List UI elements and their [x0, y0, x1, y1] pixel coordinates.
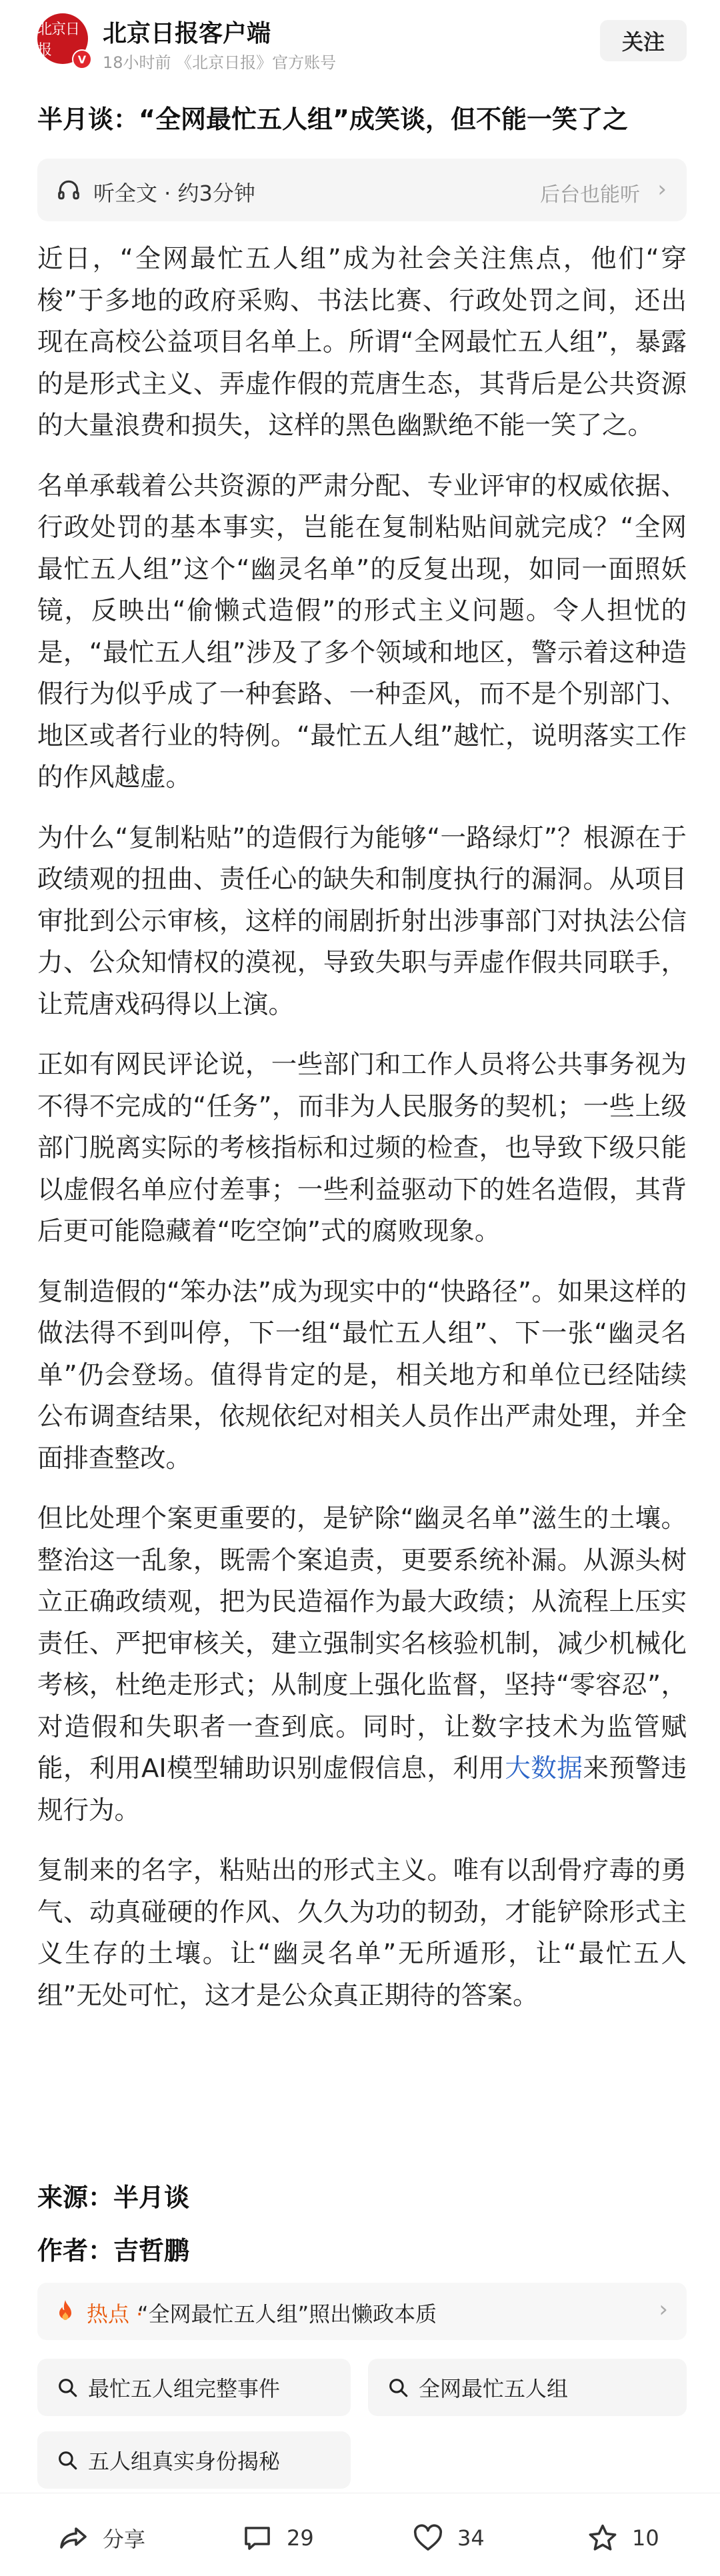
action-bar	[0, 2496, 720, 2576]
paragraph-text: 但比处理个案更重要的，是铲除“幽灵名单”滋生的土壤。整治这一乱象，既需个案追责，更要系统补漏。从源头树立正确政绩观，把为民造福作为最大政绩；从流程上压实责任、严把审核关，建立强制实名核验机制，减少机械化考核，杜绝走形式；从制度上强化监督，坚持“零容忍”，对造假和失职者一查到底。同时，让数字技术为监管赋能，利用AI模型辅助识别虚假信息，利用	[37, 1504, 687, 1784]
paragraph: 为什么“复制粘贴”的造假行为能够“一路绿灯”？根源在于政绩观的扭曲、责任心的缺失和制度执行的漏洞。从项目审批到公示审核，这样的闹剧折射出涉事部门对执法公信力、公众知情权的漠视，导致失职与弄虚作假共同联手，让荒唐戏码得以上演。	[37, 822, 687, 1020]
search-icon	[387, 2376, 409, 2399]
search-icon	[56, 2376, 79, 2399]
account-header	[0, 0, 720, 80]
tag-label: 全网最忙五人组	[419, 2376, 569, 2401]
logo-text: 北京日报	[37, 21, 80, 59]
favorite-count: 10	[632, 2525, 659, 2551]
flame-icon	[53, 2299, 77, 2325]
verified-badge-icon: V	[72, 49, 92, 69]
article-title: 半月谈：“全网最忙五人组”成笑谈，但不能一笑了之	[37, 105, 628, 134]
author-line: 作者：吉哲鹏	[37, 2236, 190, 2265]
chevron-right-icon: ›	[657, 176, 667, 203]
chevron-right-icon: ›	[659, 2296, 668, 2323]
search-icon	[56, 2449, 79, 2471]
account-name[interactable]: 北京日报客户端	[103, 20, 271, 47]
background-play-label[interactable]: 后台也能听	[540, 183, 640, 207]
paragraph-text: 来预警违规行为。	[37, 1754, 687, 1826]
hot-topic-text: “全网最忙五人组”照出懒政本质	[137, 2301, 437, 2327]
like-count: 34	[457, 2525, 485, 2551]
heart-icon	[412, 2522, 444, 2554]
tag-label: 最忙五人组完整事件	[88, 2376, 281, 2401]
source-line: 来源：半月谈	[37, 2183, 190, 2212]
paragraph: 名单承载着公共资源的严肃分配、专业评审的权威依据、行政处罚的基本事实，岂能在复制粘贴间就完成？“全网最忙五人组”这个“幽灵名单”的反复出现，如同一面照妖镜，反映出“偷懒式造假”的形式主义问题。令人担忧的是，“最忙五人组”涉及了多个领域和地区，警示着这种造假行为似乎成了一种套路、一种歪风，而不是个别部门、地区或者行业的特例。“最忙五人组”越忙，说明落实工作的作风越虚。	[37, 471, 687, 792]
share-icon	[57, 2522, 89, 2554]
like-button[interactable]	[412, 2521, 485, 2555]
favorite-button[interactable]	[587, 2521, 659, 2555]
related-search-tag[interactable]	[37, 2431, 351, 2489]
listen-bar[interactable]	[37, 159, 687, 221]
related-search-tag[interactable]	[368, 2359, 687, 2416]
paragraph: 复制造假的“笨办法”成为现实中的“快路径”。如果这样的做法得不到叫停，下一组“最忙五人组”、下一张“幽灵名单”仍会登场。值得肯定的是，相关地方和单位已经陆续公布调查结果，依规依纪对相关人员作出严肃处理，并全面排查整改。	[37, 1276, 687, 1474]
related-search-tag[interactable]	[37, 2359, 351, 2416]
star-icon	[587, 2522, 619, 2554]
comment-button[interactable]	[241, 2521, 314, 2555]
paragraph	[37, 1498, 687, 1832]
paragraph: 正如有网民评论说，一些部门和工作人员将公共事务视为不得不完成的“任务”，而非为人民服务的契机；一些上级部门脱离实际的考核指标和过频的检查，也导致下级只能以虚假名单应付差事；一些利益驱动下的姓名造假，其背后更可能隐藏着“吃空饷”式的腐败现象。	[37, 1050, 687, 1246]
paragraph: 近日，“全网最忙五人组”成为社会关注焦点，他们“穿梭”于多地的政府采购、书法比赛、行政处罚之间，还出现在高校公益项目名单上。所谓“全网最忙五人组”，暴露的是形式主义、弄虚作假的荒唐生态，其背后是公共资源的大量浪费和损失，这样的黑色幽默绝不能一笑了之。	[37, 244, 687, 441]
post-meta: 18小时前 《北京日报》官方账号	[103, 53, 337, 72]
tag-label: 五人组真实身份揭秘	[88, 2449, 281, 2474]
comment-count: 29	[287, 2525, 314, 2551]
big-data-link[interactable]: 大数据	[505, 1754, 583, 1784]
listen-label: 听全文 · 约3分钟	[93, 181, 255, 206]
hot-topic-link[interactable]	[37, 2283, 687, 2340]
headphones-icon	[56, 177, 81, 203]
article-body	[37, 239, 687, 2035]
comment-icon	[241, 2522, 273, 2554]
share-button[interactable]	[57, 2521, 145, 2555]
follow-button[interactable]: 关注	[600, 20, 687, 61]
paragraph: 复制来的名字，粘贴出的形式主义。唯有以刮骨疗毒的勇气、动真碰硬的作风、久久为功的韧劲，才能铲除形式主义生存的土壤。让“幽灵名单”无所遁形，让“最忙五人组”无处可忙，这才是公众真正期待的答案。	[37, 1856, 687, 2011]
hot-label: 热点 ·	[87, 2301, 143, 2327]
share-label: 分享	[103, 2527, 146, 2552]
